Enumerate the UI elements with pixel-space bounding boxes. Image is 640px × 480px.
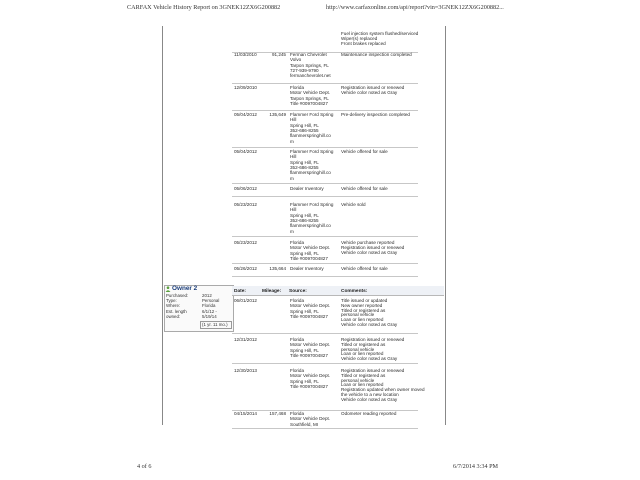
record-source-line: Flammer Ford Spring <box>290 149 334 154</box>
record-source-line: Motor Vehicle Dept. <box>290 245 331 251</box>
record-source-line: 727-939-9790 <box>290 67 319 73</box>
record-source-line: Motor Vehicle Dept. <box>290 90 331 96</box>
record-comment-line: Front brakes replaced <box>341 40 386 46</box>
record-comment-line: Vehicle offered for sale <box>341 186 388 191</box>
col-header-date: Date: <box>234 289 246 294</box>
record-source-line: Southfield, MI <box>290 421 319 427</box>
owner-detail-value: Florida <box>202 303 216 309</box>
record-source-line: Florida <box>290 368 305 373</box>
record-source-line: Tarpon Springs, FL <box>290 62 329 68</box>
record-source-line: fermanchevrolet.net <box>290 73 331 79</box>
col-header-comments: Comments: <box>341 289 368 294</box>
record-comment-line: Pre-delivery inspection completed <box>341 112 410 117</box>
record-source-line: Flammer Ford Spring <box>290 202 334 207</box>
record-source-line: Title #0097004827 <box>290 100 328 106</box>
owner-detail-value: 6/1/12 - <box>202 308 217 314</box>
row-divider <box>232 263 418 264</box>
record-source-line: Spring Hill, FL <box>290 347 319 353</box>
record-source-line: Volvo <box>290 57 302 63</box>
record-source-line: Spring Hill, FL <box>290 122 319 128</box>
record-source-line: Motor Vehicle Dept. <box>290 416 331 422</box>
record-comment-line: Maintenance inspection completed <box>341 52 412 57</box>
record-date: 04/15/2014 <box>234 411 257 416</box>
record-source-line: flammerspringhill.co <box>290 223 331 229</box>
record-source-line: flammerspringhill.co <box>290 133 331 139</box>
page-number: 4 of 6 <box>137 463 152 470</box>
record-comment-line: Vehicle color noted as Gray <box>341 249 398 255</box>
record-date: 05/23/2012 <box>234 202 257 207</box>
owned-duration-box <box>200 321 232 329</box>
record-source-line: Dealer Inventory <box>290 266 324 271</box>
record-comment-line: Registration updated when owner moved <box>341 387 425 393</box>
record-date: 05/23/2012 <box>234 240 257 245</box>
record-source-line: Title #0097004827 <box>290 352 328 358</box>
row-divider <box>232 276 418 277</box>
record-source-line: m <box>290 175 294 181</box>
record-source-line: Motor Vehicle Dept. <box>290 342 331 348</box>
row-divider <box>232 83 418 84</box>
row-divider <box>232 183 418 184</box>
record-date: 05/04/2012 <box>234 112 257 117</box>
record-source-line: Florida <box>290 85 305 90</box>
record-comment-line: Wiper(s) replaced <box>341 35 378 41</box>
row-divider <box>232 333 418 334</box>
col-header-mileage: Mileage: <box>262 289 282 294</box>
record-comment-line: Loan or lien reported <box>341 317 384 323</box>
record-comment-line: Titled or registered as <box>341 307 386 313</box>
record-date: 05/26/2012 <box>234 266 257 271</box>
record-date: 12/31/2012 <box>234 337 257 342</box>
report-title-header: CARFAX Vehicle History Report on 3GNEK12ZX6G200882 <box>127 4 281 11</box>
record-source-line: Spring Hill, FL <box>290 308 319 314</box>
record-source-line: Title #0097004827 <box>290 313 328 319</box>
owner-detail-label: Type: <box>166 298 177 304</box>
report-url-header: http://www.carfaxonline.com/api/report?vin=3GNEK12ZX6G200882... <box>326 4 504 11</box>
record-comment-line: Titled or registered as <box>341 341 386 347</box>
row-divider <box>232 110 418 111</box>
record-comment-line: Loan or lien reported <box>341 382 384 388</box>
record-source-line: Hill <box>290 117 297 123</box>
record-comment-line: Vehicle purchase reported <box>341 240 395 245</box>
record-mileage: 135,649 <box>269 112 286 117</box>
record-source-line: Spring Hill, FL <box>290 250 319 256</box>
row-divider <box>232 363 418 364</box>
record-source-line: Florida <box>290 298 305 303</box>
record-comment-line: Vehicle offered for sale <box>341 149 388 154</box>
record-source-line: Florida <box>290 240 305 245</box>
record-source-line: Motor Vehicle Dept. <box>290 303 331 309</box>
record-comment-line: Registration issued or renewed <box>341 368 405 373</box>
owner-detail-label: Purchased: <box>166 293 189 298</box>
record-comment-line: Registration issued or renewed <box>341 337 405 342</box>
record-date: 12/30/2013 <box>234 368 257 373</box>
record-source-line: flammerspringhill.co <box>290 170 331 176</box>
record-source-line: Dealer Inventory <box>290 186 324 191</box>
record-comment-line: Vehicle color noted as Gray <box>341 89 398 95</box>
record-comment-line: New owner reported <box>341 302 383 308</box>
record-source-line: Spring Hill, FL <box>290 159 319 165</box>
record-comment-line: personal vehicle <box>341 377 375 383</box>
row-divider <box>232 236 418 237</box>
record-mileage: 157,468 <box>269 411 286 416</box>
owner-detail-value: 2012 <box>202 293 212 298</box>
record-source-line: Hill <box>290 207 297 213</box>
record-source-line: m <box>290 228 294 234</box>
owner-detail-label: owned: <box>166 313 181 319</box>
owner2-title: Owner 2 <box>172 285 198 292</box>
record-comment-line: personal vehicle <box>341 312 375 318</box>
owner-detail-label: Where: <box>166 303 181 309</box>
record-comment-line: the vehicle to a new location <box>341 392 399 397</box>
record-source-line: 352-686-8255 <box>290 164 319 170</box>
record-source-line: Motor Vehicle Dept. <box>290 373 331 379</box>
record-comment-line: Registration issued or renewed <box>341 85 405 90</box>
record-comment-line: Fuel injection system flushed/serviced <box>341 31 419 36</box>
record-comment-line: Registration issued or renewed <box>341 244 405 250</box>
record-comment-line: Vehicle color noted as Gray <box>341 322 398 327</box>
record-source-line: Title #0097004827 <box>290 383 328 389</box>
record-comment-line: personal vehicle <box>341 346 375 352</box>
record-mileage: 135,664 <box>269 266 286 271</box>
record-comment-line: Loan or lien reported <box>341 351 384 357</box>
owner-detail-label: Est. length <box>166 308 187 314</box>
record-source-line: Florida <box>290 411 305 416</box>
row-divider <box>232 428 418 429</box>
record-source-line: 352-686-8255 <box>290 217 319 223</box>
record-source-line: Spring Hill, FL <box>290 212 319 218</box>
owner-detail-value: 5/19/14 <box>202 313 217 319</box>
record-comment-line: Titled or registered as <box>341 372 386 378</box>
record-date: 05/04/2012 <box>234 149 257 154</box>
record-date: 11/03/2010 <box>234 52 257 57</box>
record-source-line: Florida <box>290 337 305 342</box>
record-comment-line: Vehicle offered for sale <box>341 266 388 271</box>
record-source-line: Ferman Chevrolet <box>290 52 327 57</box>
record-source-line: Hill <box>290 154 297 160</box>
record-source-line: Tarpon Springs, FL <box>290 95 329 101</box>
record-date: 12/09/2010 <box>234 85 257 90</box>
record-source-line: Title #0097004827 <box>290 255 328 261</box>
record-comment-line: Vehicle color noted as Gray <box>341 396 398 402</box>
record-source-line: Flammer Ford Spring <box>290 112 334 117</box>
record-comment-line: Title issued or updated <box>341 298 388 303</box>
record-date: 05/06/2012 <box>234 186 257 191</box>
print-datetime: 6/7/2014 3:34 PM <box>453 463 499 470</box>
record-source-line: m <box>290 138 294 144</box>
record-date: 06/01/2012 <box>234 298 257 303</box>
record-comment-line: Odometer reading reported <box>341 411 397 416</box>
record-source-line: 352-686-8255 <box>290 127 319 133</box>
person-icon <box>165 286 171 292</box>
record-mileage: 91,245 <box>271 52 286 57</box>
col-header-source: Source: <box>289 289 307 294</box>
record-comment-line: Vehicle color noted as Gray <box>341 356 398 362</box>
owner-detail-value: Personal <box>202 298 220 304</box>
row-divider <box>232 147 418 148</box>
record-source-line: Spring Hill, FL <box>290 378 319 384</box>
row-divider <box>232 196 418 197</box>
record-comment-line: Vehicle sold <box>341 202 366 207</box>
owned-duration: (1 yr. 11 mo.) <box>202 321 228 327</box>
